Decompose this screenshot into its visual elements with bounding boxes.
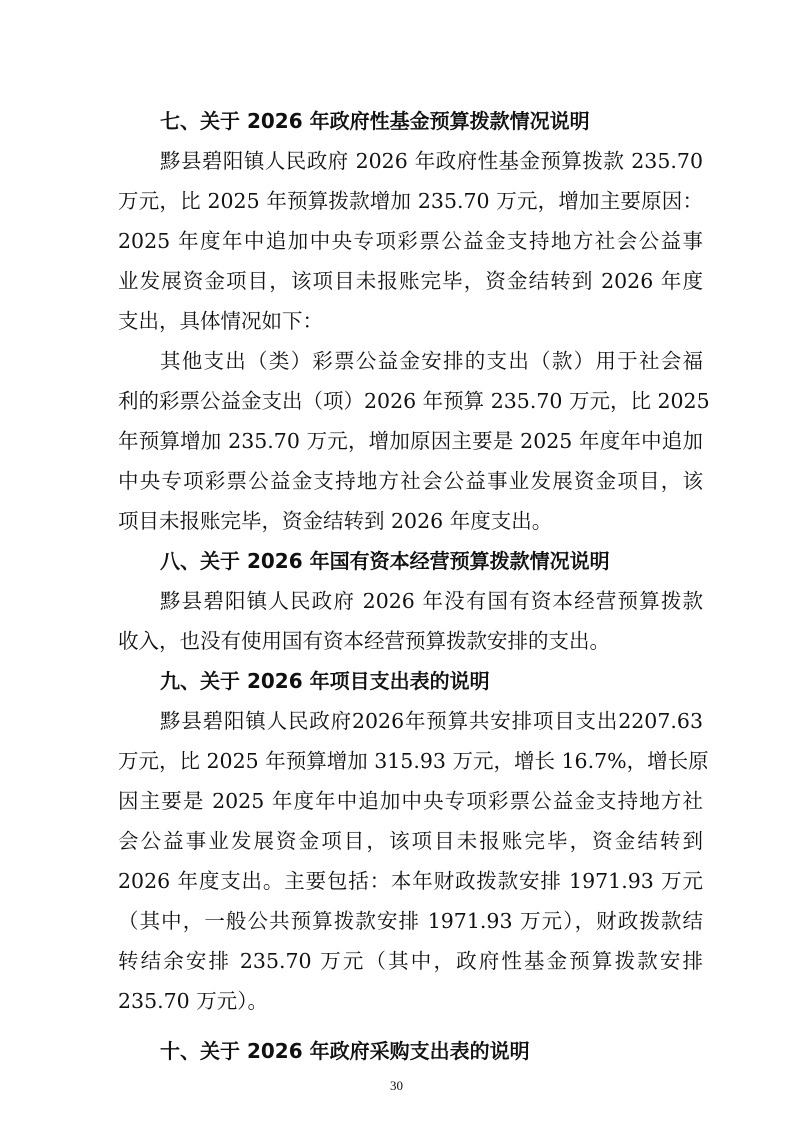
page-number: 30 xyxy=(390,1078,403,1093)
section-7-p2-line-2: 利的彩票公益金支出（项）2026 年预算 235.70 万元，比 2025 xyxy=(118,389,710,413)
section-7-p1-line-1: 黟县碧阳镇人民政府 2026 年政府性基金预算拨款 235.70 xyxy=(160,149,703,173)
section-8-p1-line-2: 收入，也没有使用国有资本经营预算拨款安排的支出。 xyxy=(118,629,610,653)
section-7-p2-line-3: 年预算增加 235.70 万元，增加原因主要是 2025 年度年中追加 xyxy=(118,429,703,453)
section-7-p2-line-5: 项目未报账完毕，资金结转到 2026 年度支出。 xyxy=(118,509,553,533)
section-9-p1-line-7: 转结余安排 235.70 万元（其中，政府性基金预算拨款安排 xyxy=(118,949,703,973)
section-8-heading: 八、关于 2026 年国有资本经营预算拨款情况说明 xyxy=(160,549,610,573)
section-9-p1-line-8: 235.70 万元）。 xyxy=(118,989,268,1013)
section-9-p1-line-1: 黟县碧阳镇人民政府2026年预算共安排项目支出2207.63 xyxy=(160,709,703,733)
section-9-p1-line-6: （其中，一般公共预算拨款安排 1971.93 万元），财政拨款结 xyxy=(118,909,703,933)
section-7-heading: 七、关于 2026 年政府性基金预算拨款情况说明 xyxy=(160,109,590,133)
section-7-p2-line-4: 中央专项彩票公益金支持地方社会公益事业发展资金项目，该 xyxy=(118,469,703,493)
section-7-p1-line-3: 2025 年度年中追加中央专项彩票公益金支持地方社会公益事 xyxy=(118,229,703,253)
section-9-p1-line-4: 会公益事业发展资金项目，该项目未报账完毕，资金结转到 xyxy=(118,829,703,853)
section-10-heading: 十、关于 2026 年政府采购支出表的说明 xyxy=(160,1039,530,1063)
section-9-p1-line-5: 2026 年度支出。主要包括：本年财政拨款安排 1971.93 万元 xyxy=(118,869,703,893)
section-7-p1-line-5: 支出，具体情况如下： xyxy=(118,309,323,333)
section-9-p1-line-2: 万元，比 2025 年预算增加 315.93 万元，增长 16.7%，增长原 xyxy=(118,749,709,773)
section-7-p1-line-2: 万元，比 2025 年预算拨款增加 235.70 万元，增加主要原因： xyxy=(118,189,703,213)
section-8-p1-line-1: 黟县碧阳镇人民政府 2026 年没有国有资本经营预算拨款 xyxy=(160,589,703,613)
section-7-p1-line-4: 业发展资金项目，该项目未报账完毕，资金结转到 2026 年度 xyxy=(118,269,703,293)
section-9-heading: 九、关于 2026 年项目支出表的说明 xyxy=(160,669,490,693)
section-9-p1-line-3: 因主要是 2025 年度年中追加中央专项彩票公益金支持地方社 xyxy=(118,789,703,813)
section-7-p2-line-1: 其他支出（类）彩票公益金安排的支出（款）用于社会福 xyxy=(160,349,703,373)
